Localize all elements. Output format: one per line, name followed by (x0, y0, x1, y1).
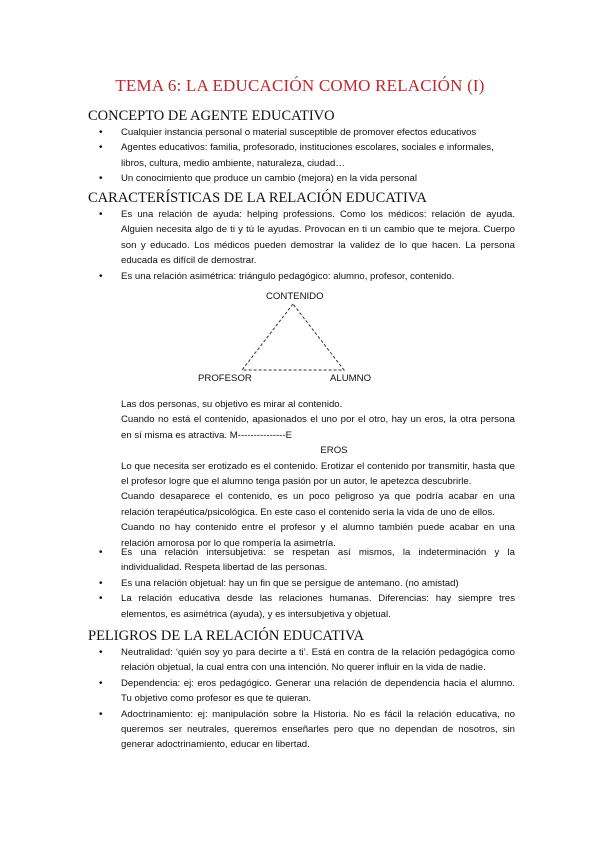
paragraph: Cuando desaparece el contenido, es un poco peligroso ya que podría acabar en una relación terapéutica/psicológica. En este caso el contenido sería la vida de uno de ellos. (121, 491, 515, 518)
list-item: • La relación educativa desde las relaciones humanas. Diferencias: hay siempre tres elementos, es asimétrica (ayuda), y es intersubjetiva y objetual. (121, 591, 515, 622)
section-heading-peligros: PELIGROS DE LA RELACIÓN EDUCATIVA (88, 628, 365, 644)
paragraph: Cuando no hay contenido entre el profesor y el alumno también puede acabar en una relación amorosa por lo que rompería la asimetría. (121, 522, 515, 549)
eros-label: EROS (320, 445, 348, 457)
list-item: • Es una relación asimétrica: triángulo pedagógico: alumno, profesor, contenido. (121, 269, 515, 284)
list-item: • Agentes educativos: familia, profesorado, instituciones escolares, sociales e informales, libros, cultura, medio ambiente, naturaleza, ciudad… (121, 140, 515, 171)
list-item: • Es una relación de ayuda: helping professions. Como los médicos: relación de ayuda. Alguien necesita algo de ti y tú le ayudas. Provocan en ti un cambio que te mejora. Cuerpo son y educado. Los médicos pueden demostrar la validez de lo que hacen. La persona educada es difícil de demostrar. (121, 207, 515, 269)
list-item: • Adoctrinamiento: ej: manipulación sobre la Historia. No es fácil la relación educativa, no queremos ser neutrales, queremos enseñarles pero que no dependan de nosotros, sin generar adoctrinamiento, educar en libertad. (121, 707, 515, 753)
paragraph: Lo que necesita ser erotizado es el contenido. Erotizar el contenido por transmitir, hasta que el profesor logre que el alumno tenga pasión por un autor, le apetezca descubrirle. (121, 460, 515, 488)
diagram-label-alumno: ALUMNO (330, 373, 372, 384)
document-title: TEMA 6: LA EDUCACIÓN COMO RELACIÓN (I) (115, 76, 485, 95)
diagram-label-profesor: PROFESOR (198, 373, 252, 384)
list-item: • Un conocimiento que produce un cambio (mejora) en la vida personal (121, 171, 515, 186)
bullet-list-caracteristicas-b (121, 545, 515, 622)
list-item: • Es una relación objetual: hay un fin que se persigue de antemano. (no amistad) (121, 576, 515, 591)
list-item: • Es una relación intersubjetiva: se respetan así mismos, la indeterminación y la individualidad. Respeta libertad de las personas. (121, 545, 515, 576)
diagram-label-contenido: CONTENIDO (266, 291, 324, 302)
list-item: • Dependencia: ej: eros pedagógico. Generar una relación de dependencia hacia el alumno. Tu objetivo como profesor es que te quieran. (121, 676, 515, 707)
list-item: • Cualquier instancia personal o material susceptible de promover efectos educativos (121, 125, 515, 140)
bullet-list-peligros (121, 645, 515, 753)
list-item: • Neutralidad: ‘quién soy yo para decirte a ti’. Está en contra de la relación pedagógica como relación objetual, la cual entra con una intención. No querer influir en la vida de nadie. (121, 645, 515, 676)
bullet-list-caracteristicas-a (121, 207, 515, 284)
bullet-list-agente (121, 125, 515, 187)
pedagogical-triangle-diagram (180, 288, 420, 390)
section-heading-agente: CONCEPTO DE AGENTE EDUCATIVO (88, 108, 335, 124)
section-heading-caracteristicas: CARACTERÍSTICAS DE LA RELACIÓN EDUCATIVA (88, 190, 427, 206)
paragraph: Cuando no está el contenido, apasionados el uno por el otro, hay un eros, la otra persona en sí misma es atractiva. M---------------E (121, 414, 515, 441)
paragraph-block-eros (121, 397, 515, 551)
paragraph: Las dos personas, su objetivo es mirar al contenido. (121, 399, 343, 410)
